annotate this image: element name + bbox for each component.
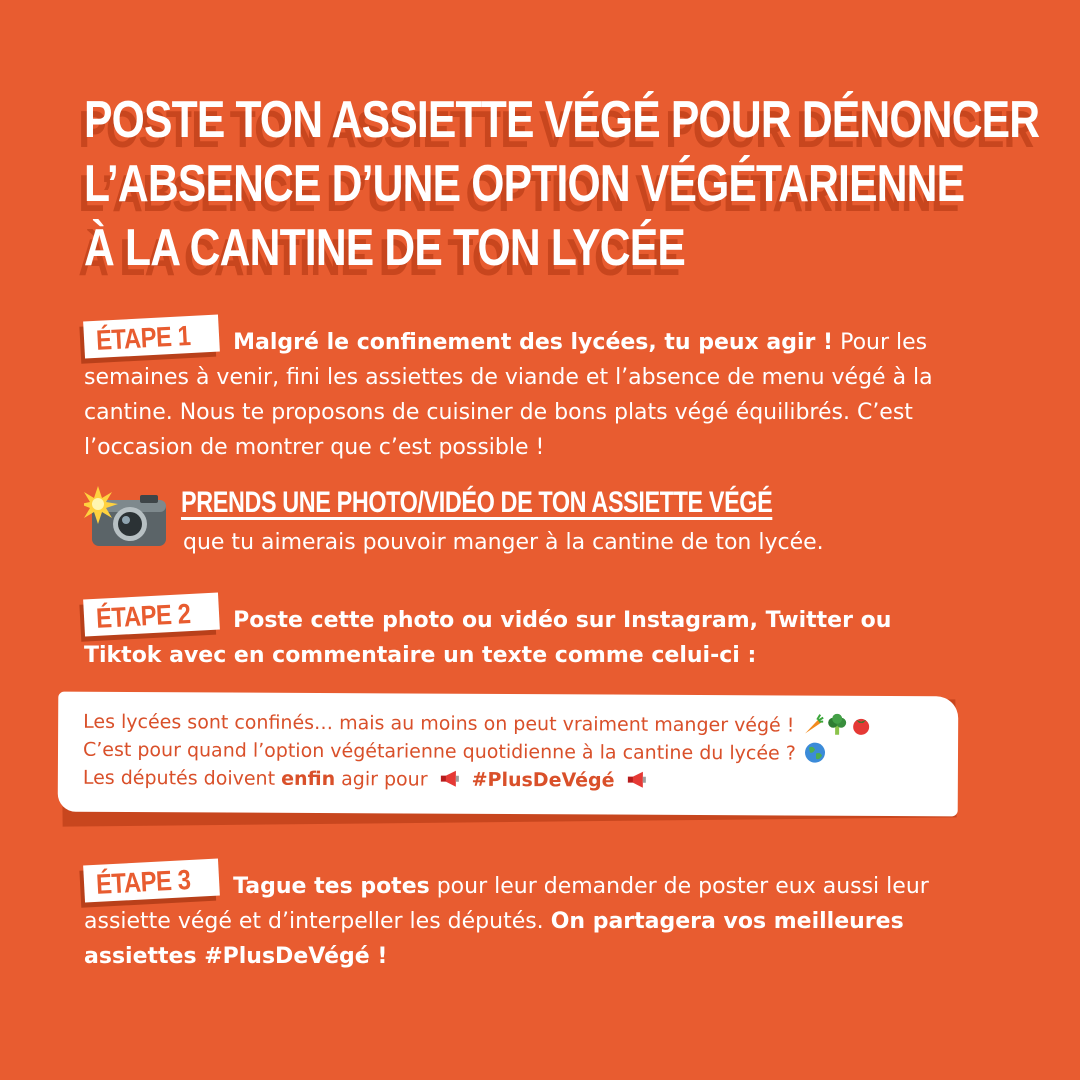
quote-line-2: C’est pour quand l’option végétarienne quotidienne à la cantine du lycée ? — [83, 736, 872, 768]
title-line-3: À LA CANTINE DE TON LYCÉE — [84, 219, 686, 277]
earth-globe-icon — [804, 742, 826, 764]
comment-example-box — [58, 692, 959, 817]
quote-line-1: Les lycées sont confinés… mais au moins on peut vraiment manger végé ! — [83, 708, 872, 740]
broccoli-icon — [826, 714, 848, 736]
photo-subtext: que tu aimerais pouvoir manger à la cantine de ton lycée. — [183, 530, 824, 555]
step-2-block — [84, 596, 964, 673]
megaphone-icon — [436, 768, 466, 790]
tomato-icon — [850, 714, 872, 736]
hashtag: #PlusDeVégé — [471, 768, 615, 792]
photo-instruction — [84, 480, 984, 560]
step-3-block — [84, 862, 964, 974]
step-3-text: pour leur demander de poster eux aussi leur assiette végé et d’interpeller les députés. — [84, 874, 929, 934]
carrot-icon — [802, 714, 824, 736]
step-3-bold-2: On partagera vos meilleures assiettes #PlusDeVégé ! — [84, 909, 904, 969]
step-2-badge: ÉTAPE 2 — [83, 592, 220, 636]
step-1-text: Pour les semaines à venir, fini les assiettes de viande et l’absence de menu végé à la cantine. Nous te proposons de cuisiner de bons plats végé équilibrés. C’est l’occasion de montrer que c’est possible ! — [84, 330, 933, 460]
step-3-badge: ÉTAPE 3 — [83, 858, 220, 902]
step-3-bold-1: Tague tes potes — [233, 874, 430, 899]
title-line-1: POSTE TON ASSIETTE VÉGÉ POUR DÉNONCER — [84, 91, 1040, 149]
step-1-block — [84, 318, 964, 465]
step-2-bold: Poste cette photo ou vidéo sur Instagram, Twitter ou Tiktok avec en commentaire un texte comme celui-ci : — [84, 608, 892, 668]
step-1-bold: Malgré le confinement des lycées, tu peux agir ! — [233, 330, 834, 355]
page-title — [84, 88, 1040, 280]
title-line-2: L’ABSENCE D’UNE OPTION VÉGÉTARIENNE — [84, 155, 965, 213]
quote-line-3: Les députés doivent enfin agir pour #PlusDeVégé — [83, 764, 872, 796]
photo-heading: PRENDS UNE PHOTO/VIDÉO DE TON ASSIETTE VÉGÉ — [181, 486, 773, 519]
megaphone-icon — [623, 769, 653, 791]
step-1-badge: ÉTAPE 1 — [83, 314, 220, 358]
camera-flash-icon — [84, 486, 168, 548]
